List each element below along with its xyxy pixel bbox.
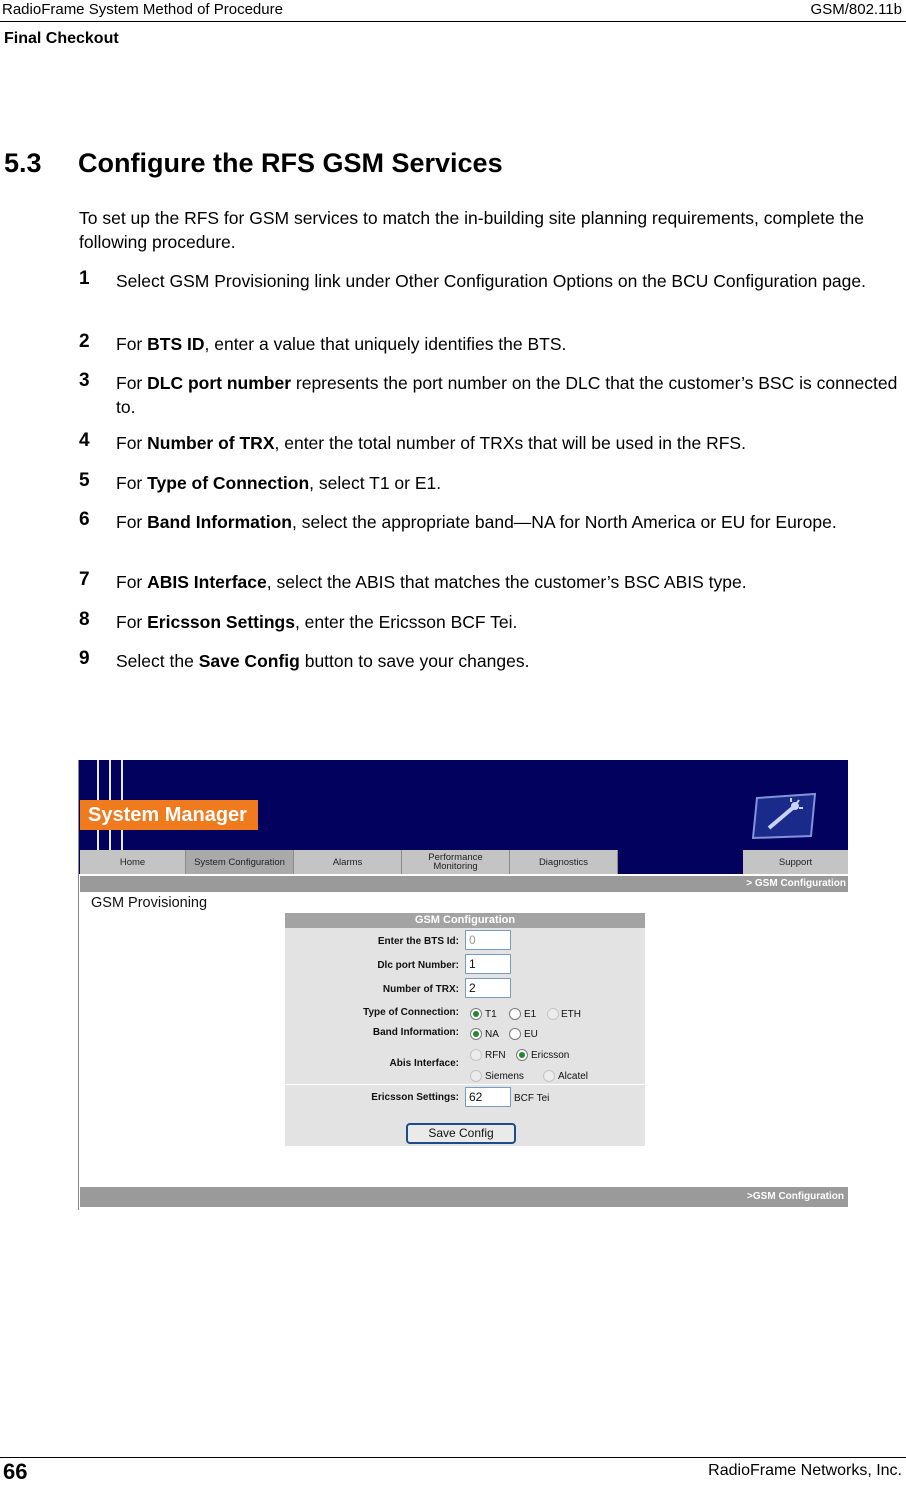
page-title: GSM Provisioning xyxy=(91,895,208,911)
procedure-step xyxy=(79,269,905,293)
dlc-port-input[interactable]: 1 xyxy=(465,954,511,974)
header-rule xyxy=(0,21,906,22)
panel-title: GSM Configuration xyxy=(285,913,645,928)
step-term: Type of Connection xyxy=(147,473,310,493)
radio-e1[interactable] xyxy=(509,1008,521,1020)
radio-ericsson[interactable] xyxy=(516,1049,528,1061)
procedure-step xyxy=(79,431,905,455)
tab-support[interactable]: Support xyxy=(743,850,848,874)
band-information-label: Band Information: xyxy=(372,1027,459,1038)
radio-ericsson-label: Ericsson xyxy=(531,1050,570,1061)
tab-alarms[interactable]: Alarms xyxy=(294,850,402,874)
step-number: 4 xyxy=(79,430,90,451)
step-term: Save Config xyxy=(198,651,300,671)
step-text-rest: , select T1 or E1. xyxy=(309,473,442,493)
radio-eth-label: ETH xyxy=(561,1009,581,1020)
bts-id-label: Enter the BTS Id: xyxy=(377,936,459,947)
radio-rfn-label: RFN xyxy=(485,1050,506,1061)
procedure-step xyxy=(79,471,905,495)
section-title: Configure the RFS GSM Services xyxy=(78,148,503,178)
step-term: DLC port number xyxy=(147,373,292,393)
panel-divider xyxy=(285,1084,645,1085)
step-term: Number of TRX xyxy=(147,433,275,453)
step-number: 1 xyxy=(79,268,90,289)
step-number: 6 xyxy=(79,509,90,530)
step-number: 9 xyxy=(79,648,90,669)
step-number: 3 xyxy=(79,370,90,391)
brand-icon xyxy=(751,790,819,840)
step-term: Ericsson Settings xyxy=(147,612,295,632)
trx-label: Number of TRX: xyxy=(382,984,459,995)
step-text: For xyxy=(116,512,148,532)
tab-diagnostics[interactable]: Diagnostics xyxy=(510,850,618,874)
radio-e1-label: E1 xyxy=(524,1009,537,1020)
trx-input[interactable]: 2 xyxy=(465,978,511,998)
step-text-rest: , enter the total number of TRXs that will be used in the RFS. xyxy=(274,433,746,453)
bts-id-input[interactable]: 0 xyxy=(465,930,511,950)
section-heading xyxy=(4,148,503,179)
step-text: For xyxy=(116,473,148,493)
running-header-title: RadioFrame System Method of Procedure xyxy=(2,1,283,18)
radio-alcatel[interactable] xyxy=(543,1070,555,1082)
footer-rule xyxy=(0,1457,906,1458)
radio-siemens-label: Siemens xyxy=(485,1071,524,1082)
nav-tabs xyxy=(80,850,848,874)
step-text-rest: , select the ABIS that matches the customer’s BSC ABIS type. xyxy=(266,572,747,592)
tab-performance-monitoring[interactable]: Performance Monitoring xyxy=(402,850,510,874)
radio-t1-label: T1 xyxy=(485,1009,497,1020)
breadcrumb[interactable]: > GSM Configuration xyxy=(80,876,848,892)
ericsson-settings-label: Ericsson Settings: xyxy=(371,1092,459,1103)
footer-breadcrumb[interactable]: >GSM Configuration xyxy=(80,1187,848,1207)
procedure-step xyxy=(79,371,905,419)
save-config-button[interactable]: Save Config xyxy=(406,1123,516,1144)
step-text-rest: , select the appropriate band—NA for North America or EU for Europe. xyxy=(291,512,837,532)
step-text-rest: button to save your changes. xyxy=(299,651,530,671)
radio-eu-label: EU xyxy=(524,1029,538,1040)
step-text-rest: , enter the Ericsson BCF Tei. xyxy=(294,612,518,632)
radio-eth[interactable] xyxy=(547,1008,559,1020)
dlc-port-label: Dlc port Number: xyxy=(377,960,459,971)
radio-t1[interactable] xyxy=(470,1008,482,1020)
procedure-step xyxy=(79,570,905,594)
step-text: For xyxy=(116,433,148,453)
step-number: 2 xyxy=(79,331,90,352)
procedure-step xyxy=(79,332,905,356)
running-header-doc-id: GSM/802.11b xyxy=(810,1,902,18)
radio-rfn[interactable] xyxy=(470,1049,482,1061)
running-header-chapter: Final Checkout xyxy=(4,30,119,47)
step-text: For xyxy=(116,612,148,632)
company-name: RadioFrame Networks, Inc. xyxy=(708,1462,902,1479)
tab-system-configuration[interactable]: System Configuration xyxy=(186,850,294,874)
step-number: 8 xyxy=(79,609,90,630)
step-text: Select the xyxy=(116,651,199,671)
app-header-band xyxy=(79,760,848,874)
step-number: 5 xyxy=(79,470,90,491)
radio-eu[interactable] xyxy=(509,1028,521,1040)
step-text-rest: , enter a value that uniquely identifies the BTS. xyxy=(204,334,567,354)
step-term: ABIS Interface xyxy=(147,572,267,592)
system-manager-screenshot xyxy=(78,760,848,1210)
step-term: BTS ID xyxy=(147,334,205,354)
radio-na-label: NA xyxy=(485,1029,499,1040)
procedure-step xyxy=(79,510,905,534)
ericsson-bcf-tei-input[interactable]: 62 xyxy=(465,1087,511,1107)
abis-interface-label: Abis Interface: xyxy=(389,1058,459,1069)
gsm-configuration-panel xyxy=(285,913,645,1146)
system-manager-logo: System Manager xyxy=(80,800,258,830)
step-text: Select GSM Provisioning link under Other Configuration Options on the BCU Configuration page. xyxy=(116,271,866,291)
tab-home[interactable]: Home xyxy=(80,850,186,874)
step-text: For xyxy=(116,334,148,354)
radio-na[interactable] xyxy=(470,1028,482,1040)
intro-paragraph: To set up the RFS for GSM services to match the in-building site planning requirements, complete the following procedure. xyxy=(79,208,864,252)
step-number: 7 xyxy=(79,569,90,590)
procedure-step xyxy=(79,610,905,634)
bcf-tei-label: BCF Tei xyxy=(514,1093,550,1104)
radio-siemens[interactable] xyxy=(470,1070,482,1082)
connection-type-label: Type of Connection: xyxy=(363,1007,459,1018)
section-number: 5.3 xyxy=(4,148,42,178)
step-text: For xyxy=(116,572,148,592)
page-number: 66 xyxy=(3,1459,28,1484)
step-text-rest: represents the port number on the DLC that the customer’s BSC is connected to. xyxy=(116,373,898,417)
procedure-step xyxy=(79,649,905,673)
radio-alcatel-label: Alcatel xyxy=(558,1071,589,1082)
step-text: For xyxy=(116,373,148,393)
step-term: Band Information xyxy=(147,512,292,532)
